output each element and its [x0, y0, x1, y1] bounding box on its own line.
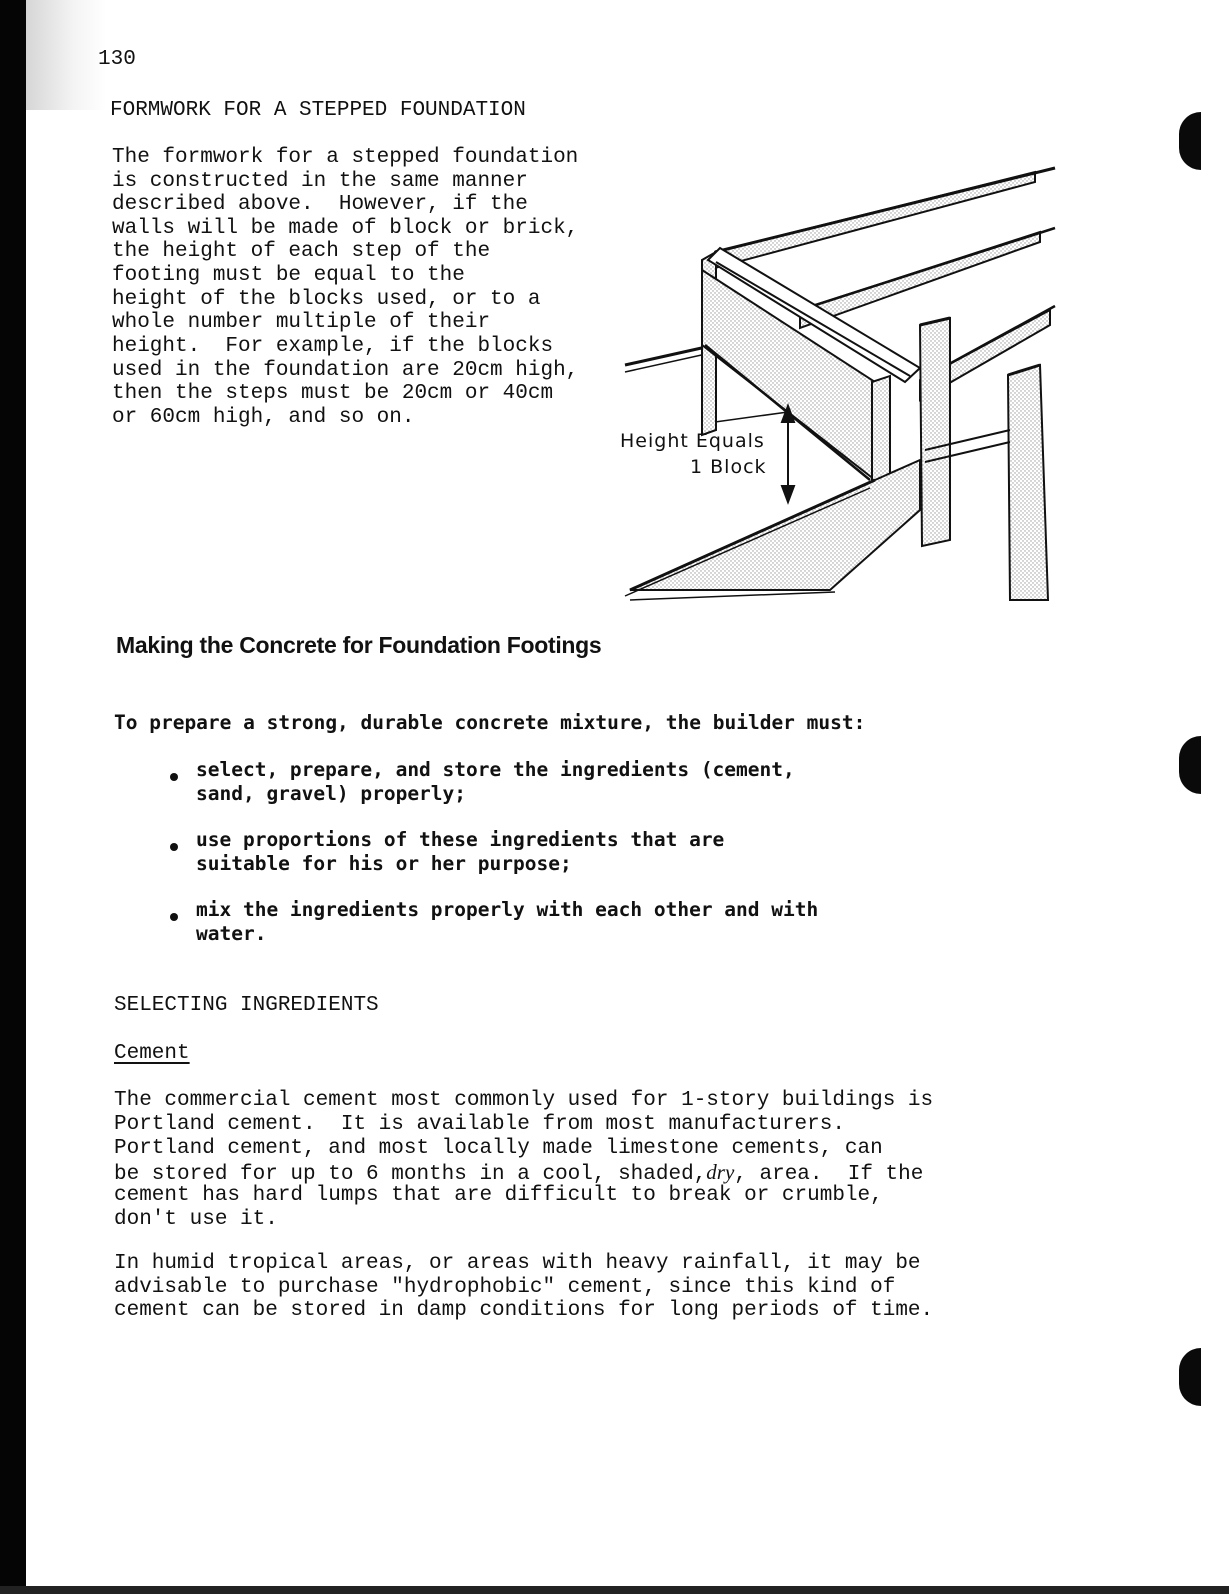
section-heading-concrete: Making the Concrete for Foundation Footings — [116, 632, 602, 658]
page-number: 130 — [98, 48, 136, 71]
formwork-line: footing must be equal to the — [112, 264, 465, 287]
list-item: use proportions of these ingredients that are — [196, 828, 725, 851]
paragraph-line: don't use it. — [114, 1208, 278, 1231]
center-post — [872, 376, 890, 486]
paragraph-line — [114, 1161, 923, 1187]
stepped-formwork-illustration — [620, 150, 1060, 605]
list-item: sand, gravel) properly; — [196, 782, 467, 805]
line-start: be stored for up to 6 months in a cool, shaded, — [114, 1163, 707, 1186]
paragraph-line: The commercial cement most commonly used for 1-story buildings is — [114, 1089, 934, 1112]
front-post-2 — [1008, 365, 1048, 600]
paragraph-line: Portland cement, and most locally made limestone cements, can — [114, 1137, 883, 1160]
front-post-1 — [920, 318, 950, 546]
paragraph-line: In humid tropical areas, or areas with heavy rainfall, it may be — [114, 1252, 921, 1275]
bullet-icon — [170, 843, 178, 851]
bullet-icon — [170, 773, 178, 781]
formwork-line: height of the blocks used, or to a — [112, 288, 541, 311]
list-item: water. — [196, 922, 267, 945]
concrete-intro: To prepare a strong, durable concrete mixture, the builder must: — [114, 711, 866, 734]
paragraph-line: cement has hard lumps that are difficult to break or crumble, — [114, 1184, 883, 1207]
formwork-line: walls will be made of block or brick, — [112, 217, 579, 240]
bullet-icon — [170, 913, 178, 921]
binding-edge — [0, 0, 26, 1594]
scan-shadow — [26, 0, 106, 110]
cement-subheading: Cement — [114, 1042, 190, 1065]
bottom-edge — [0, 1586, 1229, 1594]
formwork-line: or 60cm high, and so on. — [112, 406, 415, 429]
formwork-line: is constructed in the same manner — [112, 170, 528, 193]
formwork-heading: FORMWORK FOR A STEPPED FOUNDATION — [110, 99, 526, 122]
list-item: mix the ingredients properly with each other and with — [196, 898, 819, 921]
selecting-ingredients-heading: SELECTING INGREDIENTS — [114, 994, 379, 1017]
punch-hole-1 — [1179, 112, 1201, 170]
paragraph-line: advisable to purchase "hydrophobic" cement, since this kind of — [114, 1276, 896, 1299]
figure-label-height: Height Equals — [620, 430, 765, 452]
figure-label-block: 1 Block — [690, 456, 767, 478]
formwork-line: height. For example, if the blocks — [112, 335, 554, 358]
paragraph-line: cement can be stored in damp conditions for long periods of time. — [114, 1299, 934, 1322]
punch-hole-3 — [1179, 1348, 1201, 1406]
formwork-line: described above. However, if the — [112, 193, 528, 216]
punch-hole-2 — [1179, 736, 1201, 794]
formwork-line: used in the foundation are 20cm high, — [112, 359, 579, 382]
height-arrow-down — [782, 486, 794, 502]
formwork-line: then the steps must be 20cm or 40cm — [112, 382, 554, 405]
list-item: suitable for his or her purpose; — [196, 852, 572, 875]
list-item: select, prepare, and store the ingredients (cement, — [196, 758, 795, 781]
formwork-line: the height of each step of the — [112, 240, 491, 263]
formwork-line: whole number multiple of their — [112, 311, 491, 334]
emphasis-dry: dry — [706, 1160, 735, 1184]
paragraph-line: Portland cement. It is available from most manufacturers. — [114, 1113, 845, 1136]
formwork-line: The formwork for a stepped foundation — [112, 146, 579, 169]
back-board — [800, 232, 1040, 328]
line-end: , area. If the — [734, 1163, 924, 1186]
